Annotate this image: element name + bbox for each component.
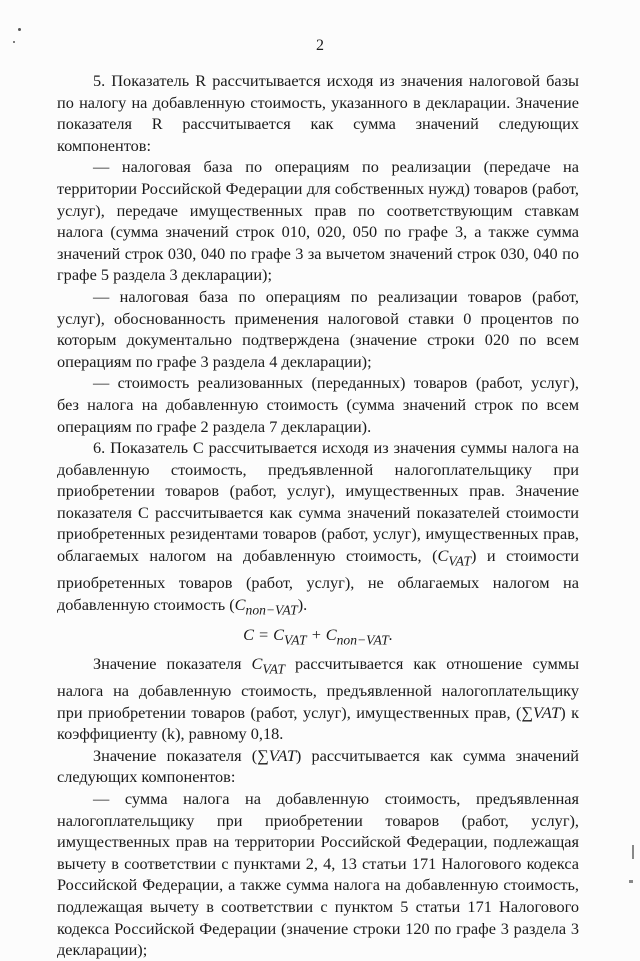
paragraph: 6. Показатель С рассчитывается исходя из значения суммы налога на добавленную стоимость, предъявленной налогоплательщику при приобретении товаров (работ, услуг), имущественных прав. Значение показателя С рассчитывается как сумма значений показателей стоимости приобретенных резидентами товаров (работ, услуг), имущественных прав, облагаемых налогом на добавленную стоимость, $(C_{VAT})$ и стоимости приобретенных товаров (работ, услуг), не облагаемых налогом на добавленную стоимость $(C_{non-VAT})$.	[57, 438, 579, 617]
page-number: 2	[316, 37, 324, 54]
paragraph: — сумма налога на добавленную стоимость, предъявленная налогоплательщику при приобретении товаров (работ, услуг), имущественных прав на территории Российской Федерации, подлежащая вычету в соответствии с пунктами 2, 4, 13 статьи 171 Налогового кодекса Российской Федерации, а также сумма налога на добавленную стоимость, подлежащая вычету в соответствии с пунктом 5 статьи 171 Налогового кодекса Российской Федерации (значение строки 120 по графе 3 раздела 3 декларации);	[57, 789, 579, 960]
paragraph: Значение показателя (∑VAT) рассчитывается как сумма значений следующих компонентов:	[57, 745, 579, 787]
paragraph: — налоговая база по операциям по реализации товаров (работ, услуг), обоснованность применения налоговой ставки 0 процентов по которым документально подтверждена (значение строки 020 по всем операциям по графе 3 раздела 4 декларации);	[57, 286, 579, 371]
paragraph: — налоговая база по операциям по реализации (передаче на территории Российской Федерации для собственных нужд) товаров (работ, услуг), передаче имущественных прав по соответствующим ставкам налога (сумма значений строк 010, 020, 050 по графе 3, а также сумма значений строк 030, 040 по графе 3 за вычетом значений строк 030, 040 по графе 5 раздела 3 декларации);	[57, 157, 579, 285]
paragraph: 5. Показатель R рассчитывается исходя из значения налоговой базы по налогу на добавленную стоимость, указанного в декларации. Значение показателя R рассчитывается как сумма значений следующих компонентов:	[57, 71, 579, 155]
body-text	[57, 70, 579, 961]
scan-edge-mark	[629, 880, 633, 883]
scan-artifact	[18, 28, 21, 31]
paragraph: Значение показателя $C_{VAT}$ рассчитывается как отношение суммы налога на добавленную стоимость, предъявленной налогоплательщику при приобретении товаров (работ, услуг), имущественных прав, (∑VAT) к коэффициенту (k), равному 0,18.	[57, 654, 580, 744]
formula: $C = C_{VAT} + C_{non-VAT}$.	[243, 625, 393, 648]
paragraph: — стоимость реализованных (переданных) товаров (работ, услуг), без налога на добавленную стоимость (сумма значений строк по всем операциям по графе 2 раздела 7 декларации).	[57, 373, 579, 436]
scan-edge-mark	[632, 845, 634, 859]
